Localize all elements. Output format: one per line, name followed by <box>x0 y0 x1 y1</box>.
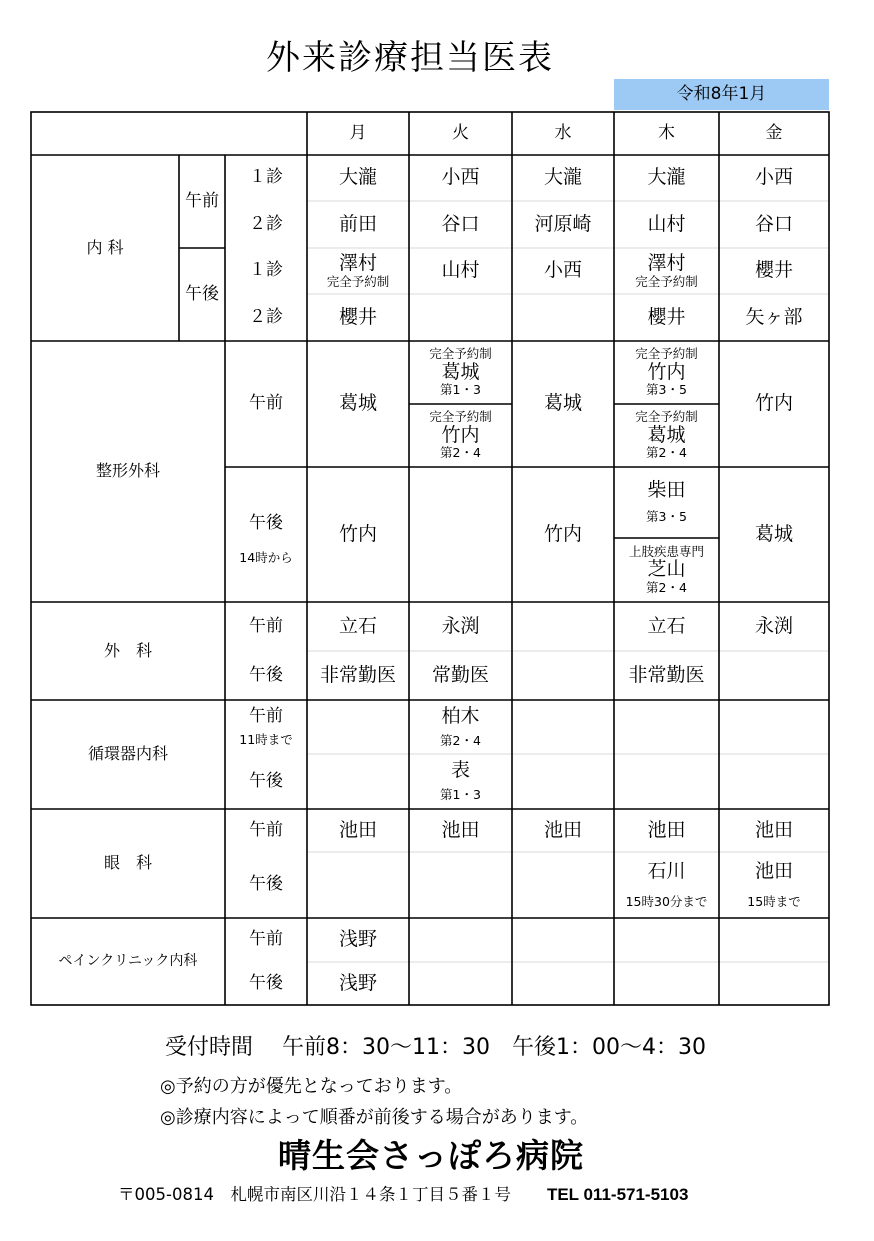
doctor-name: 澤村 <box>647 251 686 274</box>
doctor-name: 竹内 <box>647 360 686 383</box>
seikei-am-tue-bottom <box>409 404 512 467</box>
junkanki-pm-tue <box>409 754 512 809</box>
naika-am2-wed: 河原崎 <box>534 212 592 235</box>
seikei-am-fri: 竹内 <box>754 392 793 415</box>
reservation-note: 完全予約制 <box>429 409 492 425</box>
naika-am1-wed: 大瀧 <box>543 166 582 189</box>
week-note: 第2・4 <box>646 579 687 595</box>
dept-naika: 内 科 <box>86 237 124 257</box>
week-note: 第1・3 <box>440 787 481 803</box>
doctor-name: 葛城 <box>647 423 686 446</box>
junkanki-am-label <box>225 700 307 754</box>
day-header-mon: 月 <box>349 122 367 143</box>
ganka-am-fri: 池田 <box>754 818 793 841</box>
dept-seikei: 整形外科 <box>95 461 160 481</box>
naika-pm1-tue: 山村 <box>441 259 480 282</box>
junkanki-am-tue <box>409 700 512 754</box>
seikei-pm-thu-top <box>614 467 719 538</box>
naika-am2-thu: 山村 <box>647 212 686 235</box>
geka-am-mon: 立石 <box>338 614 377 637</box>
week-note: 第2・4 <box>440 732 481 748</box>
hospital-name: 晴生会さっぽろ病院 <box>278 1136 584 1175</box>
naika-am-d1-label: １診 <box>249 167 283 188</box>
dept-geka: 外 科 <box>103 640 152 660</box>
specialty-note: 上肢疾患専門 <box>628 543 704 559</box>
doctor-name: 澤村 <box>338 251 377 274</box>
doctor-name: 葛城 <box>441 360 480 383</box>
reservation-note: 完全予約制 <box>635 409 698 425</box>
seikei-am-thu-top <box>614 341 719 404</box>
week-note: 第2・4 <box>646 445 687 461</box>
naika-pm2-mon: 櫻井 <box>338 305 377 328</box>
seikei-pm-mon: 竹内 <box>338 522 377 545</box>
naika-am1-tue: 小西 <box>441 166 480 189</box>
seikei-am-label: 午前 <box>249 393 283 414</box>
junkanki-pm-label: 午後 <box>249 770 283 791</box>
time-note: 11時まで <box>239 731 293 747</box>
naika-am1-mon: 大瀧 <box>338 166 377 189</box>
doctor-name: 芝山 <box>647 558 686 581</box>
doctor-name: 柴田 <box>647 479 686 502</box>
ganka-am-label: 午前 <box>249 819 283 840</box>
naika-am2-tue: 谷口 <box>441 212 480 235</box>
note-priority: ◎予約の方が優先となっております。 <box>160 1076 463 1097</box>
ganka-pm-thu <box>614 852 719 918</box>
am-text: 午前 <box>249 706 283 727</box>
seikei-pm-fri: 葛城 <box>754 522 793 545</box>
dept-pain: ペインクリニック内科 <box>58 953 198 970</box>
address-line <box>118 1181 688 1205</box>
seikei-am-thu-bottom <box>614 404 719 467</box>
day-header-wed: 水 <box>554 122 572 143</box>
day-header-fri: 金 <box>765 122 783 143</box>
dept-ganka: 眼 科 <box>103 853 152 873</box>
ganka-am-tue: 池田 <box>441 818 480 841</box>
seikei-pm-label <box>225 467 307 602</box>
pain-pm-label: 午後 <box>249 972 283 993</box>
pain-am-label: 午前 <box>249 929 283 950</box>
reservation-note: 完全予約制 <box>429 346 492 362</box>
date-badge: 令和8年1月 <box>614 79 829 110</box>
week-note: 第2・4 <box>440 445 481 461</box>
geka-am-thu: 立石 <box>647 614 686 637</box>
week-note: 第3・5 <box>646 382 687 398</box>
note-order: ◎診療内容によって順番が前後する場合があります。 <box>160 1107 589 1128</box>
seikei-am-wed: 葛城 <box>543 392 582 415</box>
geka-pm-tue: 常勤医 <box>431 663 489 686</box>
doctor-name: 石川 <box>647 859 686 882</box>
reception-hours: 受付時間 午前8：30～11：30 午後1：00～4：30 <box>165 1035 706 1060</box>
naika-pm1-thu <box>614 248 719 294</box>
ganka-am-thu: 池田 <box>647 818 686 841</box>
naika-pm2-fri: 矢ヶ部 <box>745 305 803 328</box>
naika-am2-fri: 谷口 <box>754 212 793 235</box>
naika-pm1-fri: 櫻井 <box>754 259 793 282</box>
ganka-am-wed: 池田 <box>543 818 582 841</box>
naika-pm1-wed: 小西 <box>543 259 582 282</box>
time-note: 15時まで <box>747 893 801 909</box>
naika-pm-d2-label: ２診 <box>249 306 283 327</box>
time-note: 14時から <box>239 550 293 566</box>
telephone: TEL 011-571-5103 <box>546 1185 689 1204</box>
day-header-thu: 木 <box>658 122 675 143</box>
naika-am1-fri: 小西 <box>754 166 793 189</box>
page-title: 外来診療担当医表 <box>266 38 554 78</box>
dept-junkanki: 循環器内科 <box>87 744 168 764</box>
day-header-tue: 火 <box>452 122 469 143</box>
doctor-name: 柏木 <box>441 704 480 727</box>
doctor-name: 竹内 <box>441 423 480 446</box>
geka-pm-thu: 非常勤医 <box>628 663 705 686</box>
pm-text: 午後 <box>249 512 283 533</box>
seikei-am-mon: 葛城 <box>338 392 377 415</box>
ganka-am-mon: 池田 <box>338 818 377 841</box>
naika-pm1-mon <box>307 248 409 294</box>
time-note: 15時30分まで <box>625 893 708 909</box>
geka-am-fri: 永渕 <box>754 614 793 637</box>
geka-am-tue: 永渕 <box>441 614 480 637</box>
naika-am2-mon: 前田 <box>338 212 377 235</box>
address: 〒005-0814 札幌市南区川沿１４条１丁目５番１号 <box>118 1185 511 1204</box>
naika-pm-d1-label: １診 <box>249 260 283 281</box>
reservation-note: 完全予約制 <box>635 346 698 362</box>
naika-pm2-thu: 櫻井 <box>647 305 686 328</box>
seikei-pm-thu-bottom <box>614 538 719 602</box>
doctor-name: 表 <box>450 759 470 782</box>
naika-am1-thu: 大瀧 <box>647 166 686 189</box>
reservation-note: 完全予約制 <box>635 273 698 289</box>
naika-pm-label: 午後 <box>185 283 219 304</box>
doctor-name: 池田 <box>754 859 793 882</box>
ganka-pm-fri <box>719 852 829 918</box>
pain-am-mon: 浅野 <box>338 928 377 951</box>
seikei-am-tue-top <box>409 341 512 404</box>
geka-pm-mon: 非常勤医 <box>319 663 396 686</box>
seikei-pm-wed: 竹内 <box>543 522 582 545</box>
naika-am-d2-label: ２診 <box>249 213 283 234</box>
geka-am-label: 午前 <box>249 615 283 636</box>
week-note: 第3・5 <box>646 509 687 525</box>
reservation-note: 完全予約制 <box>326 273 390 289</box>
week-note: 第1・3 <box>440 382 481 398</box>
geka-pm-label: 午後 <box>249 664 283 685</box>
ganka-pm-label: 午後 <box>249 874 283 895</box>
naika-am-label: 午前 <box>185 190 219 211</box>
pain-pm-mon: 浅野 <box>338 971 377 994</box>
